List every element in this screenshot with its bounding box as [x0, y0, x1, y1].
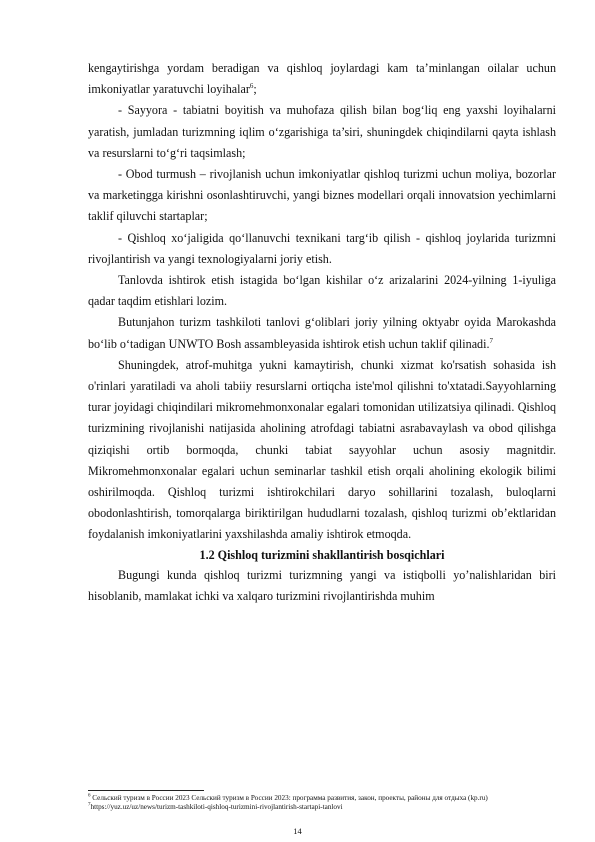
section-heading: 1.2 Qishloq turizmini shakllantirish bosqichlari	[199, 547, 445, 562]
footnote-ref-6[interactable]: 6	[249, 82, 254, 91]
paragraph-5: Tanlovda ishtirok etish istagida bo‘lgan kishilar o‘z arizalarini 2024-yilning 1-iyuliga qadar taqdim etishlari lozim.	[88, 273, 556, 309]
footnote-7: $^7$https://yuz.uz/uz/news/turizm-tashkiloti-qishloq-turizmini-rivojlantirish-startapi-tanlovi	[88, 803, 343, 812]
footnotes	[88, 790, 556, 813]
paragraph-7: Shuningdek, atrof-muhitga yukni kamaytirish, chunki xizmat ko'rsatish sohasida ish o'rinlari yaratiladi va aholi tabiiy resurslarni ortiqcha iste'mol qilishni to'xtatadi.Sayyohlarning turar joyidagi chiqindilari mikromehmonxonalar egalari tomonidan utilizatsiya qilinadi. Qishloq turizmining rivojlanishi natijasida aholining atrofdagi tabiatni asrabavaylash va obod qilishga qiziqishi ortib bormoqda, chunki tabiat sayyohlar uchun asosiy magnitdir. Mikromehmonxonalar egalari uchun seminarlar tashkil etish orqali aholining ekologik bilimi oshirilmoqda. Qishloq turizmi ishtirokchilari daryo sohillarini tozalash, buloqlarni obodonlashtirish, tomorqalarga biriktirilgan hududlarni tozalash, qishloq turizmi ob’ektlaridan foydalanish imkoniyatlarini yaxshilashda amaliy ishtirok etmoqda.	[88, 357, 556, 542]
footnote-6: $^6$ Сельский туризм в России 2023 Сельский туризм в России 2023: программа развития, закон, проекты, районы для отдыха (kp.ru)	[88, 793, 488, 802]
footnote-ref-7[interactable]: 7	[489, 336, 493, 345]
paragraph-4: - Qishloq xo‘jaligida qo‘llanuvchi texnikani targ‘ib qilish - qishloq joylarida turizmni rivojlantirish va yangi texnologiyalarni joriy etish.	[88, 230, 556, 266]
page-number: 14	[293, 826, 302, 836]
page-body	[88, 58, 556, 607]
footnote-7-link[interactable]: https://yuz.uz/uz/news/turizm-tashkiloti-qishloq-turizmini-rivojlantirish-startapi-tanlovi	[90, 803, 343, 812]
footnote-divider	[88, 790, 204, 791]
paragraph-3: - Obod turmush – rivojlanish uchun imkoniyatlar qishloq turizmi uchun moliya, bozorlar va marketingga kirishni osonlashtiruvchi, yangi biznes modellari orqali innovatsion yechimlarni taklif qiluvchi startaplar;	[88, 167, 556, 224]
paragraph-1: kengaytirishga yordam beradigan va qishloq joylardagi kam ta’minlangan oilalar uchun imkoniyatlar yaratuvchi loyihalar$^6$;	[88, 61, 556, 97]
paragraph-8: Bugungi kunda qishloq turizmi turizmning yangi va istiqbolli yo’nalishlaridan biri hisoblanib, mamlakat ichki va xalqaro turizmini rivojlantirishda muhim	[88, 567, 556, 603]
paragraph-6: Butunjahon turizm tashkiloti tanlovi g‘oliblari joriy yilning oktyabr oyida Marokashda bo‘lib o‘tadigan UNWTO Bosh assambleyasida ishtirok etish uchun taklif qilinadi.$^7$	[88, 315, 556, 351]
paragraph-2: - Sayyora - tabiatni boyitish va muhofaza qilish bilan bog‘liq eng yaxshi loyihalarni yaratish, jumladan turizmning iqlim o‘zgarishiga ta’siri, shuningdek chiqindilarni qayta ishlash va resurslarni to‘g‘ri taqsimlash;	[88, 103, 556, 160]
